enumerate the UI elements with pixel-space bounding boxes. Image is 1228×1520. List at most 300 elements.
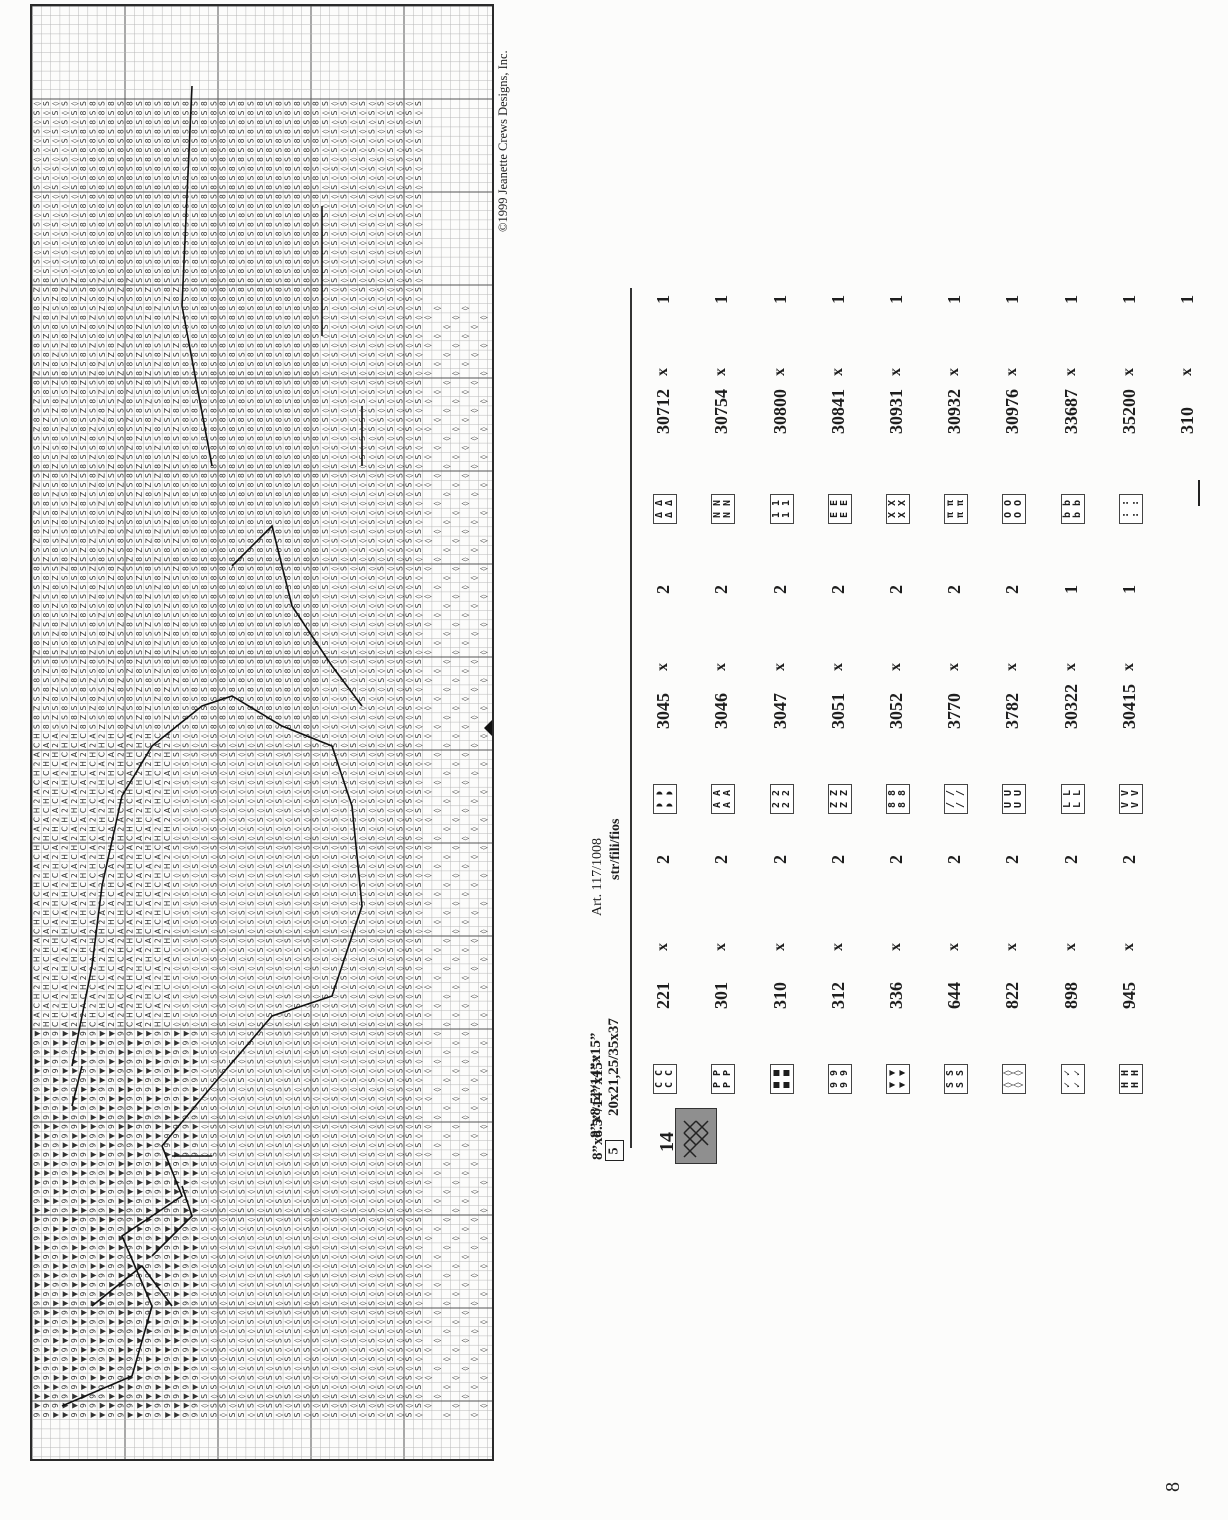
svg-text:9: 9 (107, 1347, 116, 1352)
svg-text:8: 8 (293, 380, 302, 385)
svg-text:Z: Z (163, 631, 172, 636)
svg-text:8: 8 (209, 464, 218, 469)
svg-text:8: 8 (237, 436, 246, 441)
svg-text:◊: ◊ (256, 1292, 265, 1296)
svg-text:◊: ◊ (247, 873, 256, 877)
svg-text:8: 8 (181, 250, 190, 255)
svg-text:◊: ◊ (70, 195, 79, 199)
svg-text:◊: ◊ (265, 966, 274, 970)
svg-text:8: 8 (265, 631, 274, 636)
svg-text:◊: ◊ (265, 1032, 274, 1036)
svg-text:◊: ◊ (172, 799, 181, 803)
svg-text:S: S (293, 129, 302, 134)
svg-text:A: A (154, 965, 163, 971)
svg-text:8: 8 (88, 120, 97, 125)
svg-text:S: S (237, 799, 246, 804)
svg-text:8: 8 (126, 547, 135, 552)
svg-text:◊: ◊ (293, 976, 302, 980)
svg-text:2: 2 (116, 1012, 125, 1017)
svg-text:S: S (51, 427, 60, 432)
svg-text:◊: ◊ (219, 734, 228, 738)
svg-text:S: S (247, 808, 256, 813)
svg-text:2: 2 (126, 1003, 135, 1008)
svg-text:A: A (135, 761, 144, 767)
svg-text:S: S (265, 1319, 274, 1324)
svg-text:S: S (107, 315, 116, 320)
svg-text:▼: ▼ (144, 1096, 153, 1102)
svg-text:▼: ▼ (116, 1393, 125, 1399)
svg-text:A: A (88, 770, 97, 776)
svg-text:◊: ◊ (321, 892, 330, 896)
svg-text:S: S (293, 966, 302, 971)
svg-text:◊: ◊ (200, 734, 209, 738)
svg-text:S: S (274, 1180, 283, 1185)
svg-text:S: S (237, 910, 246, 915)
svg-text:S: S (200, 1245, 209, 1250)
svg-text:9: 9 (181, 1040, 190, 1045)
svg-text:A: A (33, 826, 42, 832)
svg-text:8: 8 (181, 547, 190, 552)
svg-text:Z: Z (135, 575, 144, 580)
svg-text:S: S (237, 371, 246, 376)
svg-text:9: 9 (61, 1059, 70, 1064)
svg-text:S: S (163, 678, 172, 683)
svg-text:▼: ▼ (51, 1375, 60, 1381)
svg-text:8: 8 (144, 306, 153, 311)
svg-text:8: 8 (88, 231, 97, 236)
svg-text:Z: Z (116, 399, 125, 404)
svg-text:9: 9 (33, 1375, 42, 1380)
svg-text:8: 8 (302, 464, 311, 469)
svg-text:S: S (61, 306, 70, 311)
svg-text:8: 8 (172, 241, 181, 246)
svg-text:S: S (135, 268, 144, 273)
legend-times: x (712, 943, 730, 951)
svg-text:S: S (312, 650, 321, 655)
svg-text:Z: Z (33, 315, 42, 320)
svg-text:8: 8 (70, 715, 79, 720)
svg-text:S: S (51, 222, 60, 227)
svg-text:▼: ▼ (154, 1282, 163, 1288)
svg-text:9: 9 (135, 1096, 144, 1101)
svg-text:S: S (135, 231, 144, 236)
svg-text:S: S (293, 1357, 302, 1362)
svg-text:S: S (237, 259, 246, 264)
svg-text:9: 9 (163, 1171, 172, 1176)
svg-text:2: 2 (33, 1022, 42, 1027)
svg-text:S: S (284, 919, 293, 924)
svg-text:S: S (181, 947, 190, 952)
svg-text:S: S (312, 1282, 321, 1287)
legend-symbol (944, 494, 968, 524)
svg-text:S: S (98, 454, 107, 459)
svg-text:S: S (79, 668, 88, 673)
svg-text:▼: ▼ (51, 1114, 60, 1120)
svg-text:S: S (321, 417, 330, 422)
svg-text:S: S (144, 361, 153, 366)
svg-text:8: 8 (256, 510, 265, 515)
svg-text:9: 9 (51, 1403, 60, 1408)
svg-text:8: 8 (219, 529, 228, 534)
legend-strands: 2 (828, 585, 849, 594)
svg-text:S: S (191, 975, 200, 980)
svg-text:S: S (209, 1152, 218, 1157)
svg-text:2: 2 (70, 985, 79, 990)
svg-text:H: H (135, 817, 144, 823)
svg-text:◊: ◊ (70, 232, 79, 236)
svg-text:8: 8 (144, 715, 153, 720)
svg-text:S: S (88, 464, 97, 469)
legend-symbol (886, 1064, 910, 1094)
svg-text:S: S (116, 231, 125, 236)
svg-text:S: S (265, 473, 274, 478)
svg-text:◊: ◊ (265, 873, 274, 877)
svg-text:S: S (312, 1273, 321, 1278)
svg-text:2: 2 (107, 836, 116, 841)
svg-text:◊: ◊ (284, 818, 293, 822)
svg-text:▼: ▼ (33, 1254, 42, 1260)
svg-text:S: S (293, 1217, 302, 1222)
svg-text:2: 2 (88, 854, 97, 859)
svg-text:9: 9 (42, 1329, 51, 1334)
svg-text:S: S (284, 213, 293, 218)
svg-text:Z: Z (79, 520, 88, 525)
svg-text:S: S (200, 1115, 209, 1120)
svg-text:S: S (200, 259, 209, 264)
svg-text:S: S (247, 1031, 256, 1036)
svg-text:◊: ◊ (330, 120, 339, 124)
svg-text:S: S (302, 1394, 311, 1399)
svg-text:Z: Z (154, 334, 163, 339)
svg-text:▼: ▼ (126, 1310, 135, 1316)
svg-text:S: S (293, 706, 302, 711)
svg-text:S: S (293, 259, 302, 264)
svg-text:S: S (265, 603, 274, 608)
svg-text:A: A (42, 928, 51, 934)
svg-text:9: 9 (51, 1180, 60, 1185)
svg-text:S: S (284, 1301, 293, 1306)
svg-text:2: 2 (42, 789, 51, 794)
svg-text:S: S (200, 631, 209, 636)
svg-text:8: 8 (51, 696, 60, 701)
pattern-chart (30, 4, 494, 1461)
svg-text:▼: ▼ (42, 1161, 51, 1167)
svg-text:▼: ▼ (107, 1133, 116, 1139)
svg-text:8: 8 (293, 268, 302, 273)
svg-text:8: 8 (98, 110, 107, 115)
svg-text:S: S (302, 120, 311, 125)
svg-text:S: S (181, 352, 190, 357)
svg-text:2: 2 (107, 761, 116, 766)
svg-text:9: 9 (163, 1208, 172, 1213)
svg-text:S: S (274, 836, 283, 841)
svg-text:8: 8 (98, 203, 107, 208)
svg-text:S: S (237, 631, 246, 636)
svg-text:S: S (274, 1226, 283, 1231)
svg-text:S: S (209, 1273, 218, 1278)
svg-text:▼: ▼ (88, 1384, 97, 1390)
svg-text:▼: ▼ (181, 1217, 190, 1223)
svg-text:9: 9 (61, 1394, 70, 1399)
svg-text:8: 8 (191, 687, 200, 692)
svg-text:9: 9 (98, 1245, 107, 1250)
svg-text:S: S (237, 464, 246, 469)
svg-text:2: 2 (144, 836, 153, 841)
svg-text:S: S (163, 343, 172, 348)
svg-text:8: 8 (200, 622, 209, 627)
svg-text:9: 9 (116, 1403, 125, 1408)
svg-text:S: S (191, 510, 200, 515)
svg-text:S: S (191, 343, 200, 348)
svg-text:◊: ◊ (321, 148, 330, 152)
svg-text:S: S (274, 1115, 283, 1120)
svg-text:◊: ◊ (293, 827, 302, 831)
svg-text:9: 9 (135, 1059, 144, 1064)
svg-text:8: 8 (191, 110, 200, 115)
svg-text:▼: ▼ (61, 1226, 70, 1232)
svg-text:Z: Z (98, 724, 107, 729)
svg-text:S: S (284, 306, 293, 311)
svg-text:◊: ◊ (219, 1245, 228, 1249)
svg-text:◊: ◊ (321, 1134, 330, 1138)
svg-text:▼: ▼ (42, 1319, 51, 1325)
svg-text:S: S (265, 1040, 274, 1045)
svg-text:Z: Z (88, 454, 97, 459)
svg-text:S: S (302, 1310, 311, 1315)
svg-text:S: S (33, 575, 42, 580)
svg-text:S: S (144, 352, 153, 357)
svg-text:Z: Z (163, 603, 172, 608)
svg-text:H: H (88, 826, 97, 832)
svg-text:◊: ◊ (228, 1348, 237, 1352)
svg-text:8: 8 (256, 101, 265, 106)
svg-text:S: S (302, 529, 311, 534)
svg-text:8: 8 (274, 566, 283, 571)
svg-text:8: 8 (228, 520, 237, 525)
svg-text:8: 8 (237, 287, 246, 292)
svg-text:8: 8 (144, 138, 153, 143)
svg-text:8: 8 (163, 361, 172, 366)
svg-text:S: S (209, 529, 218, 534)
svg-text:8: 8 (135, 371, 144, 376)
svg-text:▼: ▼ (135, 1151, 144, 1157)
svg-text:◊: ◊ (172, 836, 181, 840)
svg-text:9: 9 (79, 1189, 88, 1194)
svg-text:9: 9 (107, 1310, 116, 1315)
svg-text:8: 8 (209, 668, 218, 673)
svg-text:9: 9 (126, 1143, 135, 1148)
svg-text:S: S (321, 1347, 330, 1352)
svg-text:8: 8 (312, 306, 321, 311)
svg-text:9: 9 (61, 1087, 70, 1092)
svg-text:Z: Z (88, 706, 97, 711)
svg-text:S: S (209, 901, 218, 906)
svg-text:S: S (302, 1087, 311, 1092)
svg-text:S: S (200, 724, 209, 729)
svg-text:S: S (209, 231, 218, 236)
svg-text:S: S (33, 166, 42, 171)
svg-text:8: 8 (200, 547, 209, 552)
svg-text:S: S (126, 203, 135, 208)
svg-text:◊: ◊ (265, 762, 274, 766)
svg-text:S: S (219, 724, 228, 729)
svg-text:9: 9 (116, 1143, 125, 1148)
svg-text:2: 2 (88, 892, 97, 897)
svg-text:◊: ◊ (228, 1022, 237, 1026)
svg-text:S: S (274, 1031, 283, 1036)
svg-text:S: S (181, 892, 190, 897)
legend-symbol (1002, 494, 1026, 524)
svg-text:8: 8 (98, 631, 107, 636)
svg-text:8: 8 (228, 296, 237, 301)
svg-text:9: 9 (33, 1198, 42, 1203)
svg-text:8: 8 (228, 724, 237, 729)
svg-text:◊: ◊ (256, 883, 265, 887)
article-number: Art. 117/1008 (590, 838, 606, 916)
svg-text:H: H (98, 929, 107, 935)
svg-text:S: S (79, 157, 88, 162)
svg-text:◊: ◊ (237, 1366, 246, 1370)
svg-text:S: S (200, 1384, 209, 1389)
svg-text:S: S (330, 278, 339, 283)
svg-text:C: C (135, 975, 144, 980)
svg-text:S: S (191, 194, 200, 199)
svg-text:9: 9 (70, 1040, 79, 1045)
svg-text:S: S (181, 241, 190, 246)
svg-text:S: S (321, 231, 330, 236)
svg-text:S: S (228, 789, 237, 794)
svg-text:S: S (172, 789, 181, 794)
size-imperial: 8”x8.5”/14”x15” (590, 1055, 607, 1160)
svg-text:S: S (284, 1338, 293, 1343)
svg-text:◊: ◊ (274, 753, 283, 757)
svg-text:S: S (98, 492, 107, 497)
svg-text:A: A (79, 928, 88, 934)
svg-text:S: S (79, 510, 88, 515)
svg-text:S: S (237, 315, 246, 320)
svg-text:C: C (33, 966, 42, 971)
svg-text:8: 8 (107, 175, 116, 180)
svg-text:9: 9 (98, 1087, 107, 1092)
svg-text:S: S (284, 380, 293, 385)
svg-text:S: S (274, 1403, 283, 1408)
svg-text:◊: ◊ (247, 818, 256, 822)
svg-text:S: S (321, 1161, 330, 1166)
svg-text:C: C (135, 864, 144, 869)
svg-text:S: S (219, 947, 228, 952)
svg-text:2: 2 (126, 743, 135, 748)
svg-text:S: S (293, 761, 302, 766)
svg-text:▼: ▼ (126, 1300, 135, 1306)
svg-text:▼: ▼ (181, 1179, 190, 1185)
svg-text:S: S (42, 324, 51, 329)
svg-text:◊: ◊ (247, 1218, 256, 1222)
svg-text:▼: ▼ (33, 1328, 42, 1334)
svg-text:◊: ◊ (321, 911, 330, 915)
svg-text:8: 8 (312, 547, 321, 552)
svg-text:◊: ◊ (321, 1301, 330, 1305)
svg-text:S: S (209, 771, 218, 776)
svg-text:S: S (172, 687, 181, 692)
svg-text:2: 2 (70, 910, 79, 915)
svg-text:Z: Z (33, 287, 42, 292)
svg-text:S: S (274, 1338, 283, 1343)
svg-text:◊: ◊ (312, 1348, 321, 1352)
svg-text:S: S (265, 306, 274, 311)
svg-text:S: S (312, 1059, 321, 1064)
svg-text:8: 8 (237, 194, 246, 199)
svg-text:▼: ▼ (163, 1198, 172, 1204)
svg-text:S: S (88, 557, 97, 562)
svg-text:S: S (256, 892, 265, 897)
svg-text:◊: ◊ (209, 799, 218, 803)
svg-text:▼: ▼ (172, 1337, 181, 1343)
svg-text:▼: ▼ (172, 1142, 181, 1148)
svg-text:8: 8 (256, 640, 265, 645)
svg-text:H: H (61, 966, 70, 972)
svg-text:◊: ◊ (312, 901, 321, 905)
svg-text:S: S (284, 1115, 293, 1120)
svg-text:▼: ▼ (98, 1375, 107, 1381)
svg-text:S: S (144, 324, 153, 329)
svg-text:S: S (302, 733, 311, 738)
svg-text:S: S (209, 1412, 218, 1417)
svg-text:8: 8 (274, 399, 283, 404)
svg-text:S: S (42, 436, 51, 441)
legend-times: x (945, 943, 963, 951)
svg-text:9: 9 (70, 1273, 79, 1278)
svg-text:8: 8 (191, 427, 200, 432)
svg-text:S: S (247, 938, 256, 943)
svg-text:◊: ◊ (256, 1348, 265, 1352)
svg-text:S: S (219, 761, 228, 766)
svg-text:8: 8 (237, 250, 246, 255)
svg-text:Z: Z (135, 436, 144, 441)
svg-text:Z: Z (163, 575, 172, 580)
legend-strands: 2 (828, 855, 849, 864)
svg-text:S: S (237, 1003, 246, 1008)
svg-text:9: 9 (70, 1384, 79, 1389)
svg-text:8: 8 (191, 575, 200, 580)
svg-text:C: C (79, 771, 88, 776)
svg-text:8: 8 (256, 473, 265, 478)
svg-text:A: A (116, 928, 125, 934)
svg-text:◊: ◊ (321, 1115, 330, 1119)
svg-text:Z: Z (107, 659, 116, 664)
svg-text:S: S (33, 464, 42, 469)
svg-text:S: S (181, 203, 190, 208)
svg-text:S: S (293, 1105, 302, 1110)
svg-text:8: 8 (154, 185, 163, 190)
svg-text:8: 8 (181, 194, 190, 199)
svg-text:S: S (209, 361, 218, 366)
svg-text:C: C (107, 854, 116, 859)
svg-text:◊: ◊ (70, 250, 79, 254)
svg-text:9: 9 (144, 1310, 153, 1315)
legend-code: 3046 (711, 693, 732, 729)
svg-text:▼: ▼ (126, 1114, 135, 1120)
svg-text:◊: ◊ (321, 446, 330, 450)
svg-text:◊: ◊ (247, 911, 256, 915)
svg-text:S: S (144, 613, 153, 618)
svg-text:S: S (219, 1180, 228, 1185)
svg-text:▼: ▼ (135, 1189, 144, 1195)
svg-text:9: 9 (163, 1366, 172, 1371)
svg-text:8: 8 (163, 659, 172, 664)
svg-text:S: S (154, 510, 163, 515)
svg-text:S: S (237, 1217, 246, 1222)
svg-text:8: 8 (247, 241, 256, 246)
